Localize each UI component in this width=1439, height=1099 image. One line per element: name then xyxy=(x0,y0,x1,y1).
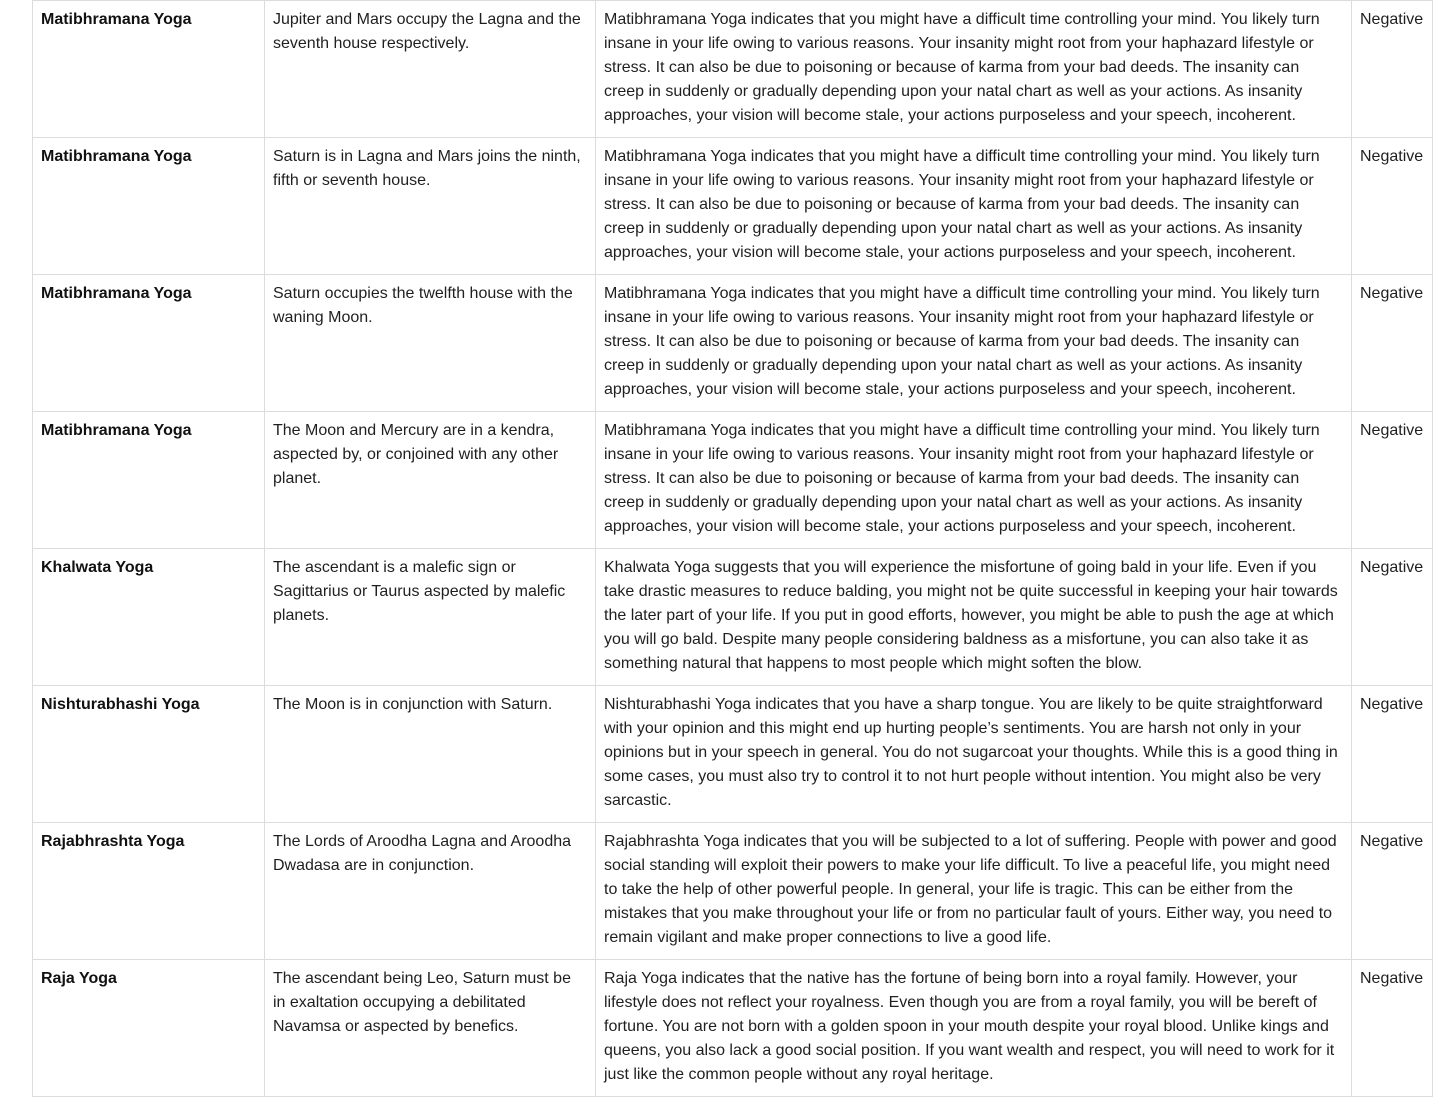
yoga-description: Khalwata Yoga suggests that you will experience the misfortune of going bald in your life. Even if you take drastic measures to reduce balding, you might not be quite successful in keeping your hair towards the later part of your life. If you put in good efforts, however, you might be able to push the age at which you will go bald. Despite many people considering baldness as a misfortune, you can also take it as something natural that happens to most people which might soften the blow. xyxy=(596,549,1352,686)
table-row xyxy=(33,412,1433,549)
table-row xyxy=(33,686,1433,823)
yoga-condition: The ascendant being Leo, Saturn must be in exaltation occupying a debilitated Navamsa or aspected by benefics. xyxy=(265,960,596,1097)
yoga-description: Rajabhrashta Yoga indicates that you will be subjected to a lot of suffering. People with power and good social standing will exploit their powers to make your life difficult. To live a peaceful life, you might need to take the help of other powerful people. In general, your life is tragic. This can be either from the mistakes that you make throughout your life or from no particular fault of yours. Either way, you need to remain vigilant and make proper connections to live a good life. xyxy=(596,823,1352,960)
yoga-name: Rajabhrashta Yoga xyxy=(33,823,265,960)
yoga-name: Raja Yoga xyxy=(33,960,265,1097)
yoga-effect: Negative xyxy=(1352,1,1433,138)
yoga-table xyxy=(32,0,1433,1097)
table-row xyxy=(33,138,1433,275)
table-row xyxy=(33,823,1433,960)
yoga-condition: Saturn occupies the twelfth house with the waning Moon. xyxy=(265,275,596,412)
table-row xyxy=(33,549,1433,686)
yoga-effect: Negative xyxy=(1352,275,1433,412)
yoga-effect: Negative xyxy=(1352,960,1433,1097)
yoga-name: Khalwata Yoga xyxy=(33,549,265,686)
yoga-description: Matibhramana Yoga indicates that you might have a difficult time controlling your mind. You likely turn insane in your life owing to various reasons. Your insanity might root from your haphazard lifestyle or stress. It can also be due to poisoning or because of karma from your bad deeds. The insanity can creep in suddenly or gradually depending upon your natal chart as well as your actions. As insanity approaches, your vision will become stale, your actions purposeless and your speech, incoherent. xyxy=(596,138,1352,275)
yoga-condition: The Moon and Mercury are in a kendra, aspected by, or conjoined with any other planet. xyxy=(265,412,596,549)
yoga-description: Matibhramana Yoga indicates that you might have a difficult time controlling your mind. You likely turn insane in your life owing to various reasons. Your insanity might root from your haphazard lifestyle or stress. It can also be due to poisoning or because of karma from your bad deeds. The insanity can creep in suddenly or gradually depending upon your natal chart as well as your actions. As insanity approaches, your vision will become stale, your actions purposeless and your speech, incoherent. xyxy=(596,275,1352,412)
table-row xyxy=(33,960,1433,1097)
table-row xyxy=(33,275,1433,412)
yoga-name: Matibhramana Yoga xyxy=(33,275,265,412)
yoga-effect: Negative xyxy=(1352,412,1433,549)
yoga-description: Matibhramana Yoga indicates that you might have a difficult time controlling your mind. You likely turn insane in your life owing to various reasons. Your insanity might root from your haphazard lifestyle or stress. It can also be due to poisoning or because of karma from your bad deeds. The insanity can creep in suddenly or gradually depending upon your natal chart as well as your actions. As insanity approaches, your vision will become stale, your actions purposeless and your speech, incoherent. xyxy=(596,412,1352,549)
yoga-name: Matibhramana Yoga xyxy=(33,138,265,275)
yoga-description: Nishturabhashi Yoga indicates that you have a sharp tongue. You are likely to be quite straightforward with your opinion and this might end up hurting people’s sentiments. You are harsh not only in your opinions but in your speech in general. You do not sugarcoat your thoughts. While this is a good thing in some cases, you must also try to control it to not hurt people without intention. You might also be very sarcastic. xyxy=(596,686,1352,823)
yoga-condition: Saturn is in Lagna and Mars joins the ninth, fifth or seventh house. xyxy=(265,138,596,275)
yoga-condition: Jupiter and Mars occupy the Lagna and the seventh house respectively. xyxy=(265,1,596,138)
yoga-effect: Negative xyxy=(1352,138,1433,275)
yoga-name: Nishturabhashi Yoga xyxy=(33,686,265,823)
table-row xyxy=(33,1,1433,138)
yoga-effect: Negative xyxy=(1352,823,1433,960)
yoga-name: Matibhramana Yoga xyxy=(33,412,265,549)
yoga-condition: The Lords of Aroodha Lagna and Aroodha Dwadasa are in conjunction. xyxy=(265,823,596,960)
yoga-description: Raja Yoga indicates that the native has the fortune of being born into a royal family. However, your lifestyle does not reflect your royalness. Even though you are from a royal family, you will be bereft of fortune. You are not born with a golden spoon in your mouth despite your royal blood. Unlike kings and queens, you also lack a good social position. If you want wealth and respect, you will need to work for it just like the common people without any royal heritage. xyxy=(596,960,1352,1097)
yoga-effect: Negative xyxy=(1352,549,1433,686)
yoga-condition: The Moon is in conjunction with Saturn. xyxy=(265,686,596,823)
yoga-name: Matibhramana Yoga xyxy=(33,1,265,138)
yoga-table-container xyxy=(32,0,1432,1097)
yoga-condition: The ascendant is a malefic sign or Sagittarius or Taurus aspected by malefic planets. xyxy=(265,549,596,686)
yoga-description: Matibhramana Yoga indicates that you might have a difficult time controlling your mind. You likely turn insane in your life owing to various reasons. Your insanity might root from your haphazard lifestyle or stress. It can also be due to poisoning or because of karma from your bad deeds. The insanity can creep in suddenly or gradually depending upon your natal chart as well as your actions. As insanity approaches, your vision will become stale, your actions purposeless and your speech, incoherent. xyxy=(596,1,1352,138)
yoga-effect: Negative xyxy=(1352,686,1433,823)
